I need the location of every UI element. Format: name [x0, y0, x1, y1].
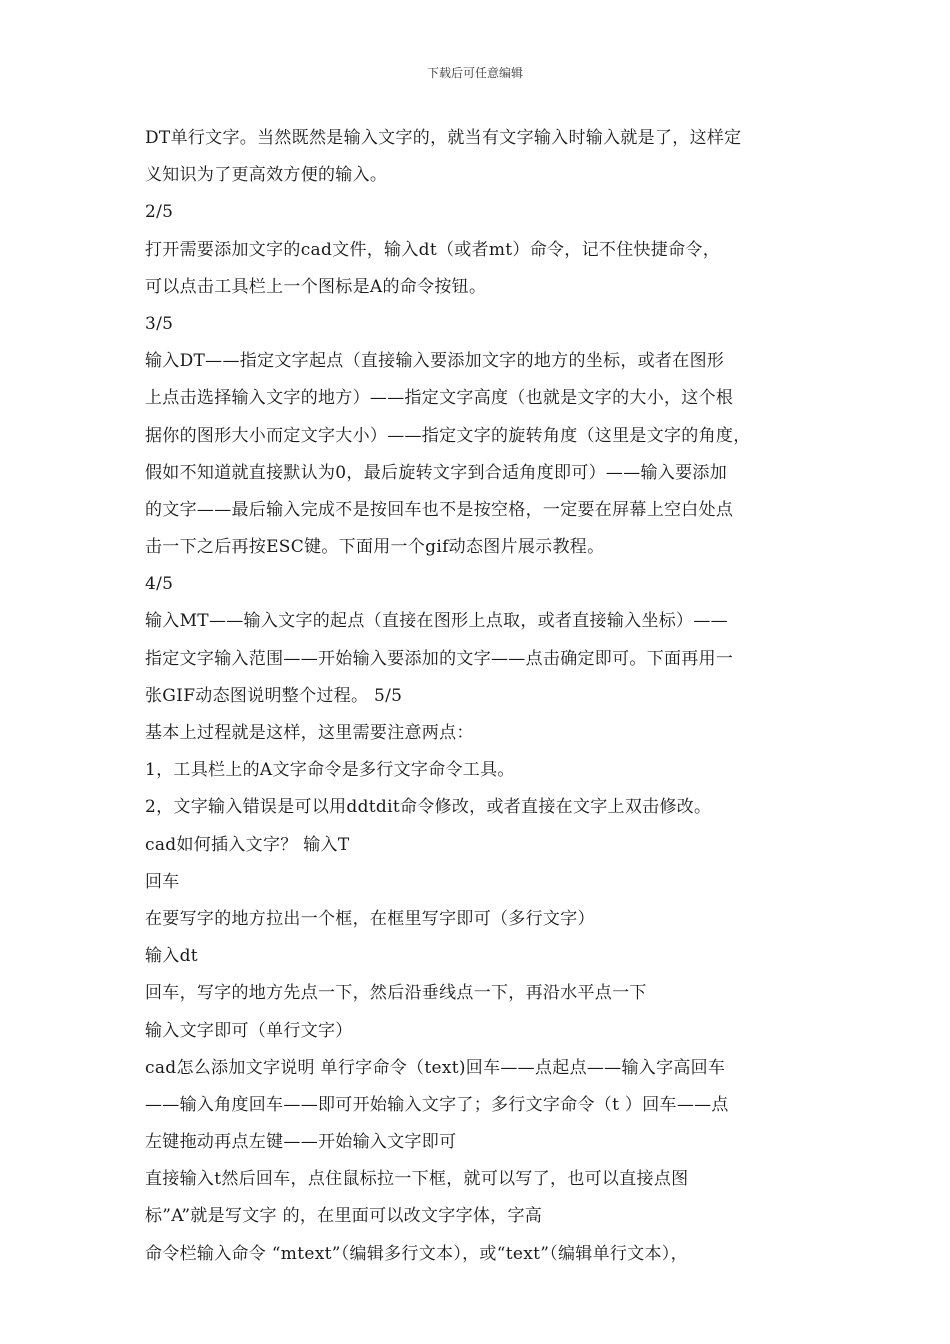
text-line: 2，文字输入错误是可以用ddtdit命令修改，或者直接在文字上双击修改。 — [145, 797, 712, 818]
text-line: 可以点击工具栏上一个图标是A的命令按钮。 — [145, 276, 487, 297]
text-line: 在要写字的地方拉出一个框，在框里写字即可（多行文字） — [145, 908, 595, 929]
text-line: 张GIF动态图说明整个过程。 5/5 — [145, 685, 403, 706]
text-line: ——输入角度回车——即可开始输入文字了；多行文字命令（t ）回车——点 — [145, 1094, 729, 1115]
text-line: 指定文字输入范围——开始输入要添加的文字——点击确定即可。下面再用一 — [145, 648, 734, 669]
text-line: 回车，写字的地方先点一下，然后沿垂线点一下，再沿水平点一下 — [145, 983, 647, 1004]
text-line: 击一下之后再按ESC键。下面用一个gif动态图片展示教程。 — [145, 537, 605, 558]
text-line: 义知识为了更高效方便的输入。 — [145, 165, 388, 186]
text-line: 假如不知道就直接默认为0，最后旋转文字到合适角度即可）——输入要添加 — [145, 462, 728, 483]
document-body — [145, 120, 825, 1273]
text-line: 上点击选择输入文字的地方）——指定文字高度（也就是文字的大小，这个根 — [145, 388, 734, 409]
text-line: cad怎么添加文字说明 单行字命令（text)回车——点起点——输入字高回车 — [145, 1057, 726, 1078]
step-number: 4/5 — [145, 574, 174, 595]
text-line: 据你的图形大小而定文字大小）——指定文字的旋转角度（这里是文字的角度， — [145, 425, 751, 446]
text-line: 命令栏输入命令 “mtext”（编辑多行文本），或“text”（编辑单行文本）， — [145, 1243, 688, 1264]
text-line: 回车 — [145, 871, 180, 892]
text-line: 的文字——最后输入完成不是按回车也不是按空格，一定要在屏幕上空白处点 — [145, 499, 734, 520]
step-number: 2/5 — [145, 202, 174, 223]
text-line: 输入DT——指定文字起点（直接输入要添加文字的地方的坐标，或者在图形 — [145, 351, 725, 372]
text-line: DT单行文字。当然既然是输入文字的，就当有文字输入时输入就是了，这样定 — [145, 128, 742, 148]
text-line: 直接输入t然后回车，点住鼠标拉一下框，就可以写了，也可以直接点图 — [145, 1169, 689, 1190]
text-line: 输入文字即可（单行文字） — [145, 1020, 353, 1041]
text-line: 输入MT——输入文字的起点（直接在图形上点取，或者直接输入坐标）—— — [145, 611, 728, 632]
step-number: 3/5 — [145, 313, 174, 334]
page-header: 下载后可任意编辑 — [426, 66, 523, 80]
text-line: cad如何插入文字？ 输入T — [145, 834, 350, 855]
text-line: 基本上过程就是这样，这里需要注意两点： — [145, 723, 474, 743]
text-line: 输入dt — [145, 946, 198, 967]
text-line: 标”A”就是写文字 的，在里面可以改文字字体，字高 — [145, 1206, 543, 1227]
text-line: 左键拖动再点左键——开始输入文字即可 — [145, 1132, 457, 1153]
text-line: 1，工具栏上的A文字命令是多行文字命令工具。 — [145, 760, 515, 781]
text-line: 打开需要添加文字的cad文件，输入dt（或者mt）命令，记不住快捷命令， — [145, 239, 721, 260]
